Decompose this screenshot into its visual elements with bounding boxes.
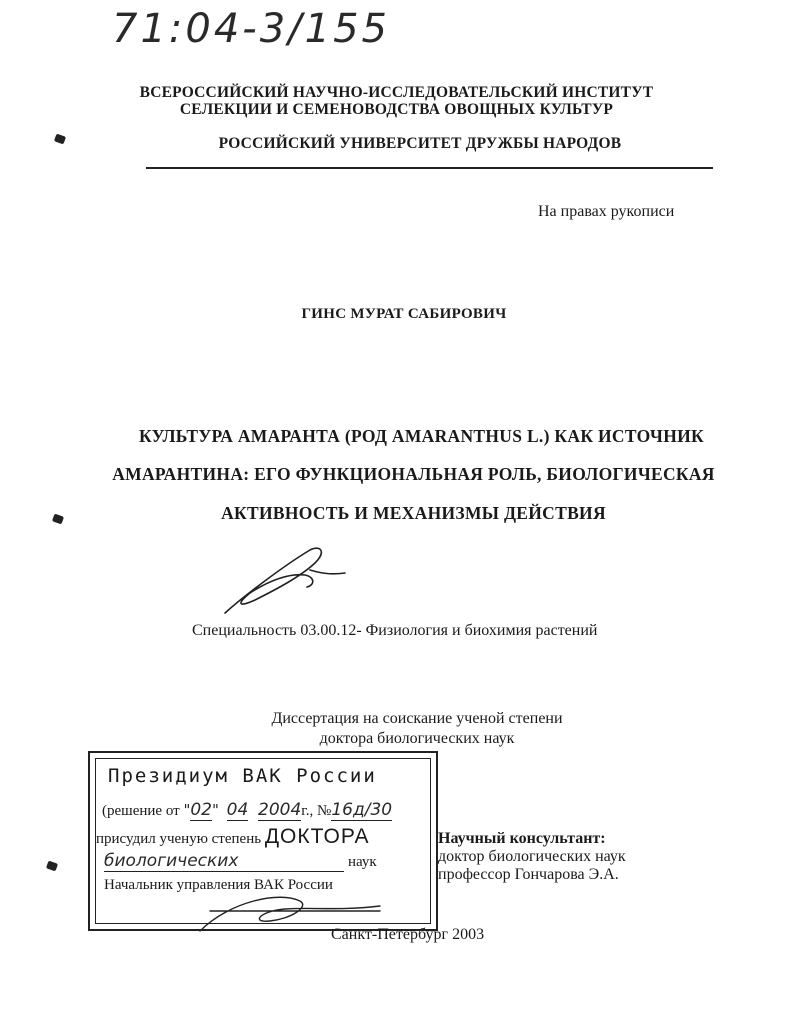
stamp-degree: ДОКТОРА bbox=[264, 825, 370, 848]
header-divider bbox=[146, 167, 713, 169]
city-year: Санкт-Петербург 2003 bbox=[331, 926, 485, 943]
stamp-month: 04 bbox=[226, 800, 249, 820]
stamp-decision-prefix: (решение от bbox=[102, 803, 180, 819]
stamp-field-suffix: наук bbox=[348, 854, 377, 870]
margin-mark bbox=[46, 861, 58, 872]
title-line-1: КУЛЬТУРА АМАРАНТА (РОД AMARANTHUS L.) КАК ИСТОЧНИК bbox=[138, 426, 705, 446]
consultant-name: профессор Гончарова Э.А. bbox=[438, 866, 619, 883]
author-signature bbox=[215, 545, 355, 617]
title-line-3: АКТИВНОСТЬ И МЕХАНИЗМЫ ДЕЙСТВИЯ bbox=[221, 503, 606, 523]
stamp-awarded-row bbox=[96, 825, 369, 849]
title-line-2: АМАРАНТИНА: ЕГО ФУНКЦИОНАЛЬНАЯ РОЛЬ, БИОЛОГИЧЕСКАЯ bbox=[112, 464, 715, 484]
stamp-field-handwritten: биологических bbox=[104, 851, 344, 872]
consultant-label: Научный консультант: bbox=[438, 830, 606, 847]
institute-line-1: ВСЕРОССИЙСКИЙ НАУЧНО-ИССЛЕДОВАТЕЛЬСКИЙ ИНСТИТУТ bbox=[139, 84, 654, 101]
dissertation-line-2: доктора биологических наук bbox=[319, 730, 515, 747]
stamp-year-suffix: г., № bbox=[301, 803, 332, 819]
author-name: ГИНС МУРАТ САБИРОВИЧ bbox=[301, 306, 507, 322]
consultant-degree: доктор биологических наук bbox=[438, 848, 626, 865]
archive-code: 71:04-3/155 bbox=[112, 6, 390, 52]
manuscript-rights: На правах рукописи bbox=[538, 203, 675, 220]
stamp-awarded: присудил ученую степень bbox=[96, 831, 262, 847]
institute-line-2: СЕЛЕКЦИИ И СЕМЕНОВОДСТВА ОВОЩНЫХ КУЛЬТУР bbox=[179, 101, 614, 118]
dissertation-line-1: Диссертация на соискание ученой степени bbox=[271, 710, 563, 727]
stamp-field-row bbox=[104, 851, 434, 872]
stamp-chief: Начальник управления ВАК России bbox=[104, 877, 333, 893]
stamp-day: 02 bbox=[190, 800, 212, 820]
vak-stamp bbox=[88, 751, 438, 931]
stamp-number: 16д/30 bbox=[331, 800, 393, 820]
stamp-title: Президиум ВАК России bbox=[108, 765, 377, 787]
stamp-decision: (решение от "02" 04 2004г., №16д/30 bbox=[102, 800, 393, 820]
specialty: Специальность 03.00.12- Физиология и биохимия растений bbox=[192, 622, 598, 639]
university-name: РОССИЙСКИЙ УНИВЕРСИТЕТ ДРУЖБЫ НАРОДОВ bbox=[218, 135, 622, 152]
stamp-year: 2004 bbox=[258, 800, 302, 820]
